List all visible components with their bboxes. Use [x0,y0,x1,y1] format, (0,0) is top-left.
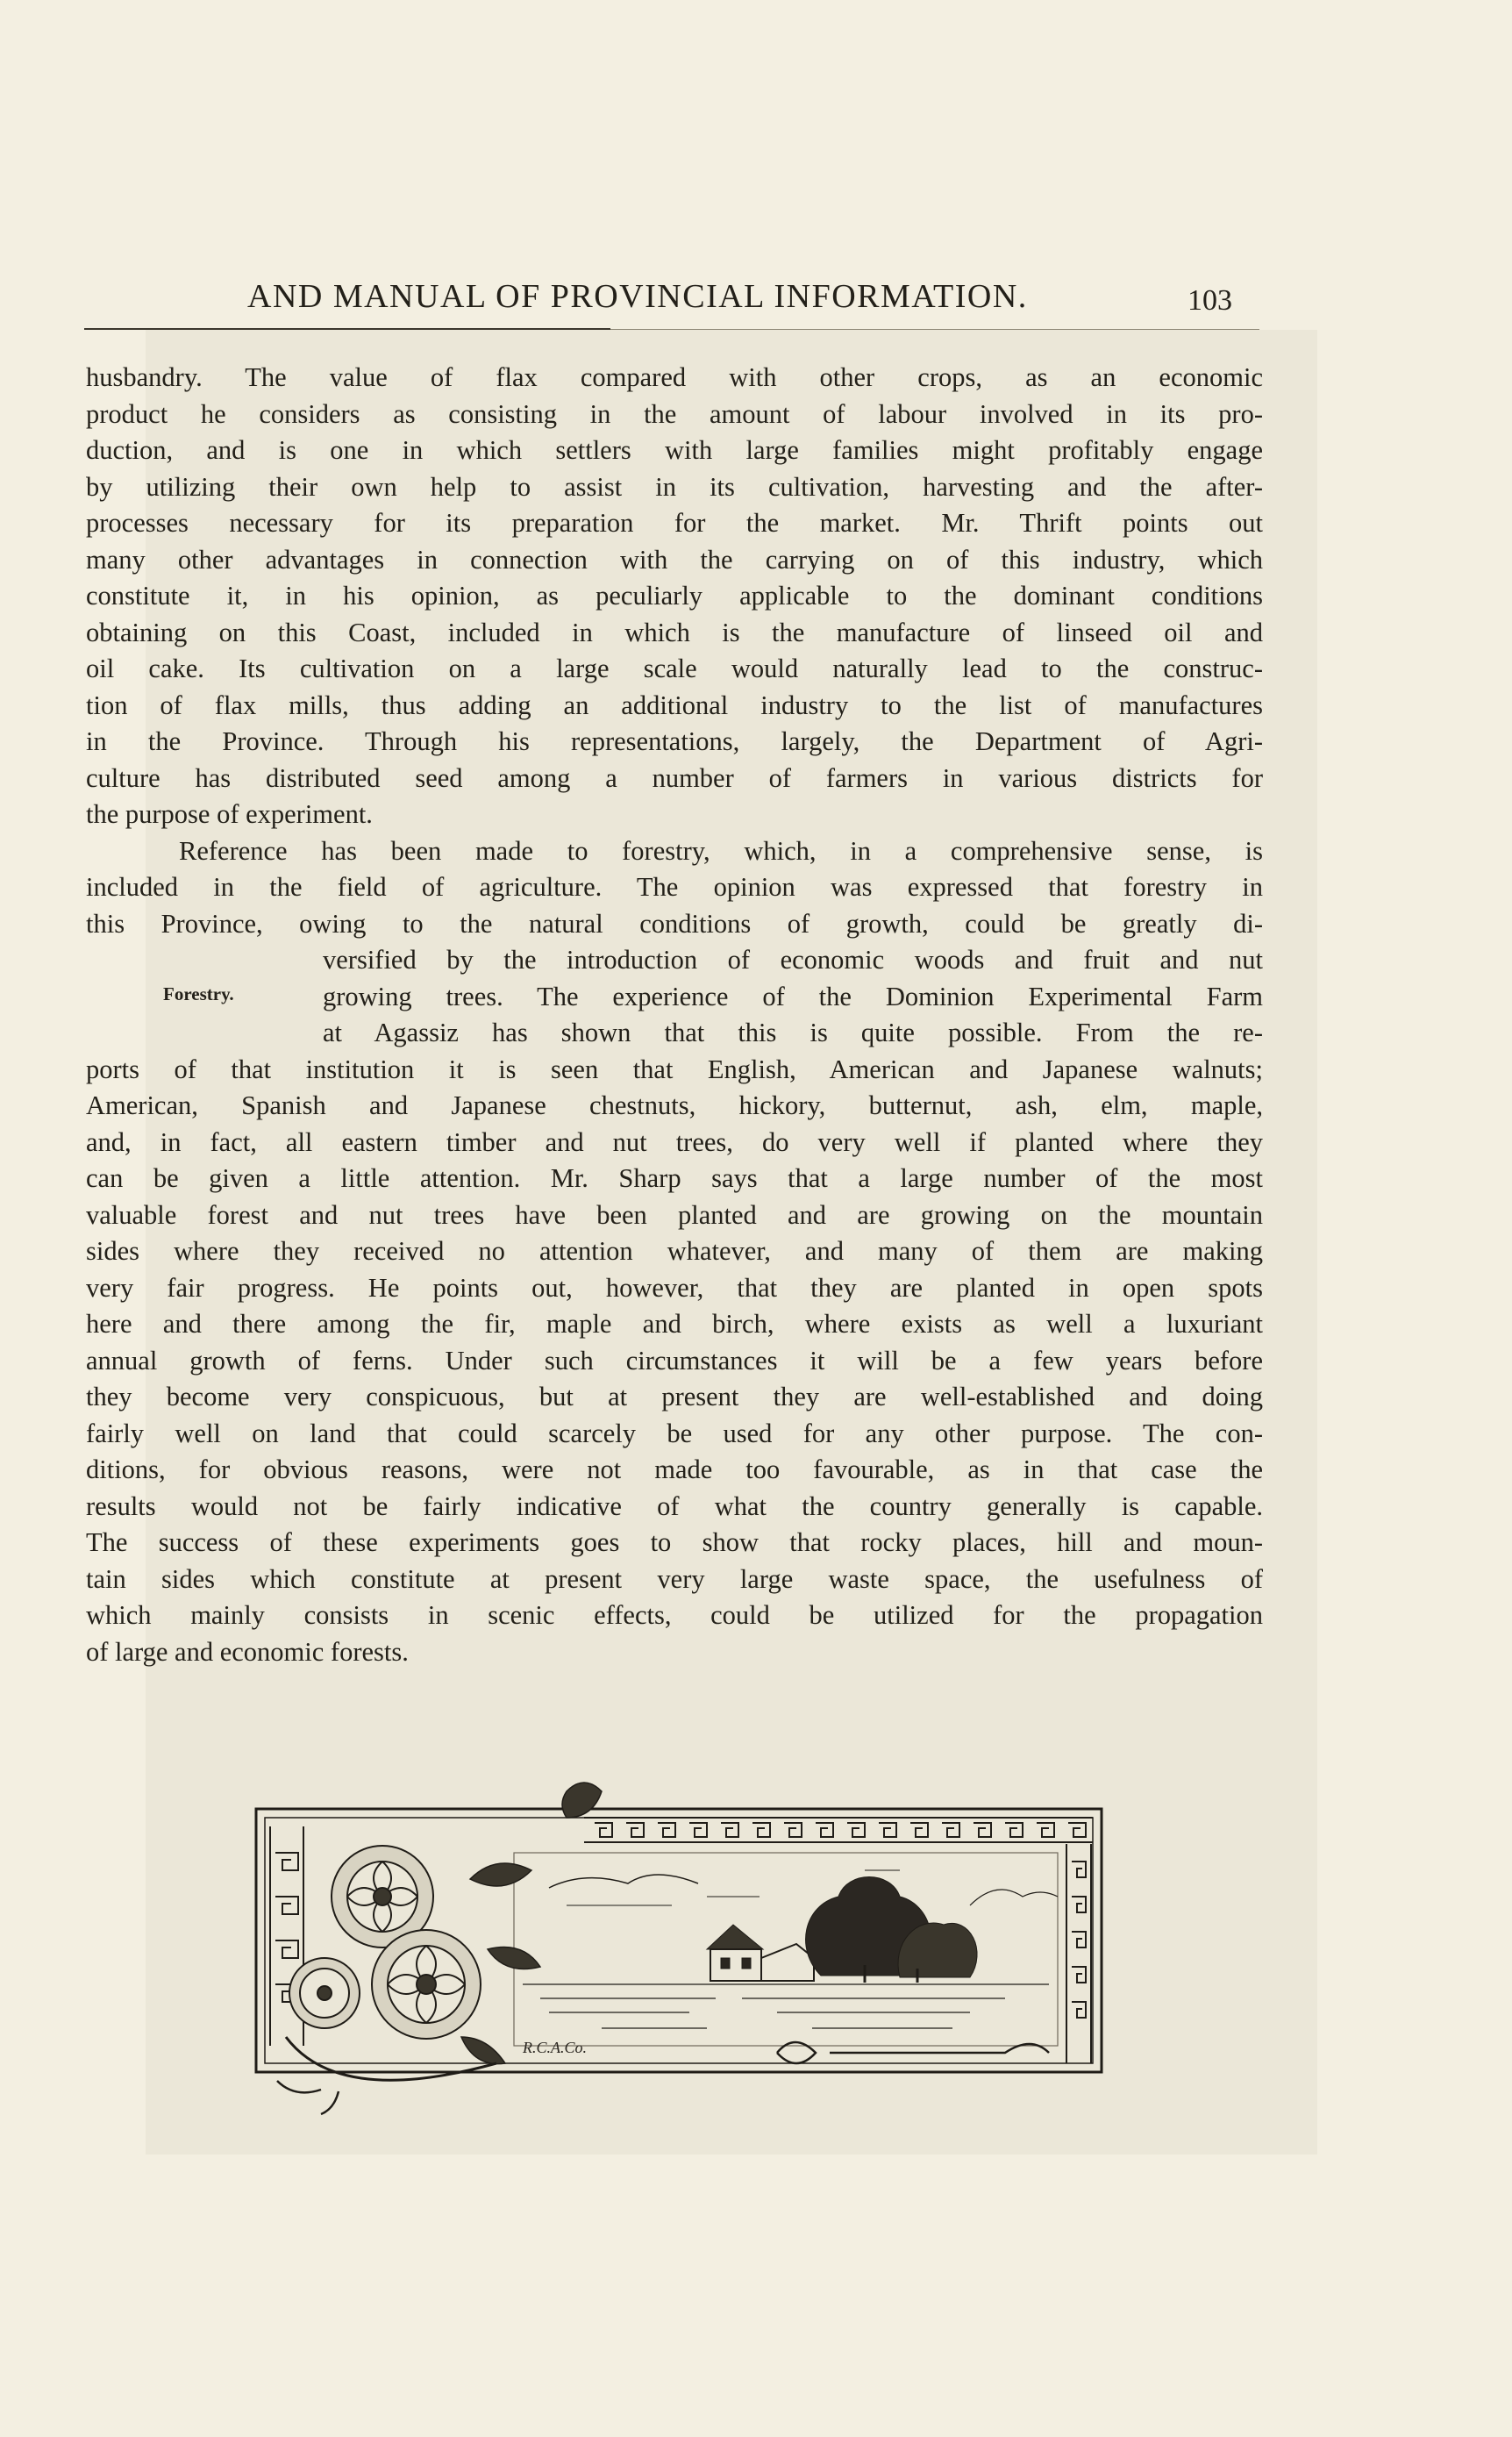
body-line: American, Spanish and Japanese chestnuts, hickory, butternut, ash, elm, maple, [86,1090,1263,1120]
ornamental-vignette [251,1774,1107,2125]
body-line: very fair progress. He points out, however, that they are planted in open spots [86,1272,1263,1303]
body-line: of large and economic forests. [86,1636,409,1667]
body-line: many other advantages in connection with the carrying on of this industry, which [86,544,1263,575]
body-text [86,360,1263,1670]
running-header [84,277,1259,323]
body-line: growing trees. The experience of the Dominion Experimental Farm [323,981,1263,1011]
body-line: included in the field of agriculture. The opinion was expressed that forestry in [86,872,1263,902]
body-line: The success of these experiments goes to show that rocky places, hill and moun- [86,1527,1263,1557]
body-line: oil cake. Its cultivation on a large scale would naturally lead to the construc- [86,654,1263,683]
body-line: Reference has been made to forestry, which, in a comprehensive sense, is [179,835,1263,866]
body-line: processes necessary for its preparation for the market. Mr. Thrift points out [86,508,1263,538]
body-line: fairly well on land that could scarcely be used for any other purpose. The con- [86,1418,1263,1448]
body-line: at Agassiz has shown that this is quite possible. From the re- [323,1018,1263,1047]
body-line: can be given a little attention. Mr. Sharp says that a large number of the most [86,1163,1263,1193]
body-line: valuable forest and nut trees have been planted and are growing on the mountain [86,1199,1263,1230]
body-line: tain sides which constitute at present very large waste space, the usefulness of [86,1563,1263,1594]
body-line: they become very conspicuous, but at present they are well-established and doing [86,1382,1263,1411]
body-line: product he considers as consisting in the amount of labour involved in its pro- [86,398,1263,429]
body-line: annual growth of ferns. Under such circumstances it will be a few years before [86,1345,1263,1376]
body-line: and, in fact, all eastern timber and nut trees, do very well if planted where they [86,1126,1263,1157]
body-line: the purpose of experiment. [86,799,373,829]
running-title: AND MANUAL OF PROVINCIAL INFORMATION. [247,278,1028,315]
body-line: sides where they received no attention whatever, and many of them are making [86,1236,1263,1266]
header-rule-faint [610,329,1259,330]
body-line: ports of that institution it is seen that English, American and Japanese walnuts; [86,1054,1263,1084]
body-line: which mainly consists in scenic effects, could be utilized for the propagation [86,1600,1263,1630]
body-line: results would not be fairly indicative of what the country generally is capable. [86,1490,1263,1521]
body-line: by utilizing their own help to assist in its cultivation, harvesting and the after- [86,471,1263,502]
artist-signature: R.C.A.Co. [523,2039,588,2056]
body-line: constitute it, in his opinion, as peculiarly applicable to the dominant conditions [86,581,1263,611]
header-rule [84,328,610,330]
body-line: ditions, for obvious reasons, were not made too favourable, as in that case the [86,1454,1263,1484]
body-line: tion of flax mills, thus adding an additional industry to the list of manufactures [86,690,1263,720]
margin-note-forestry: Forestry. [163,983,234,1004]
body-line: this Province, owing to the natural conditions of growth, could be greatly di- [86,908,1263,939]
body-line: in the Province. Through his representations, largely, the Department of Agri- [86,726,1263,756]
page-number: 103 [1187,284,1232,317]
body-line: culture has distributed seed among a number of farmers in various districts for [86,762,1263,793]
body-line: duction, and is one in which settlers with large families might profitably engage [86,435,1263,465]
body-line: husbandry. The value of flax compared with other crops, as an economic [86,362,1263,392]
body-line: here and there among the fir, maple and birch, where exists as well a luxuriant [86,1309,1263,1339]
body-line: versified by the introduction of economic woods and fruit and nut [323,945,1263,975]
body-line: obtaining on this Coast, included in which is the manufacture of linseed oil and [86,617,1263,647]
